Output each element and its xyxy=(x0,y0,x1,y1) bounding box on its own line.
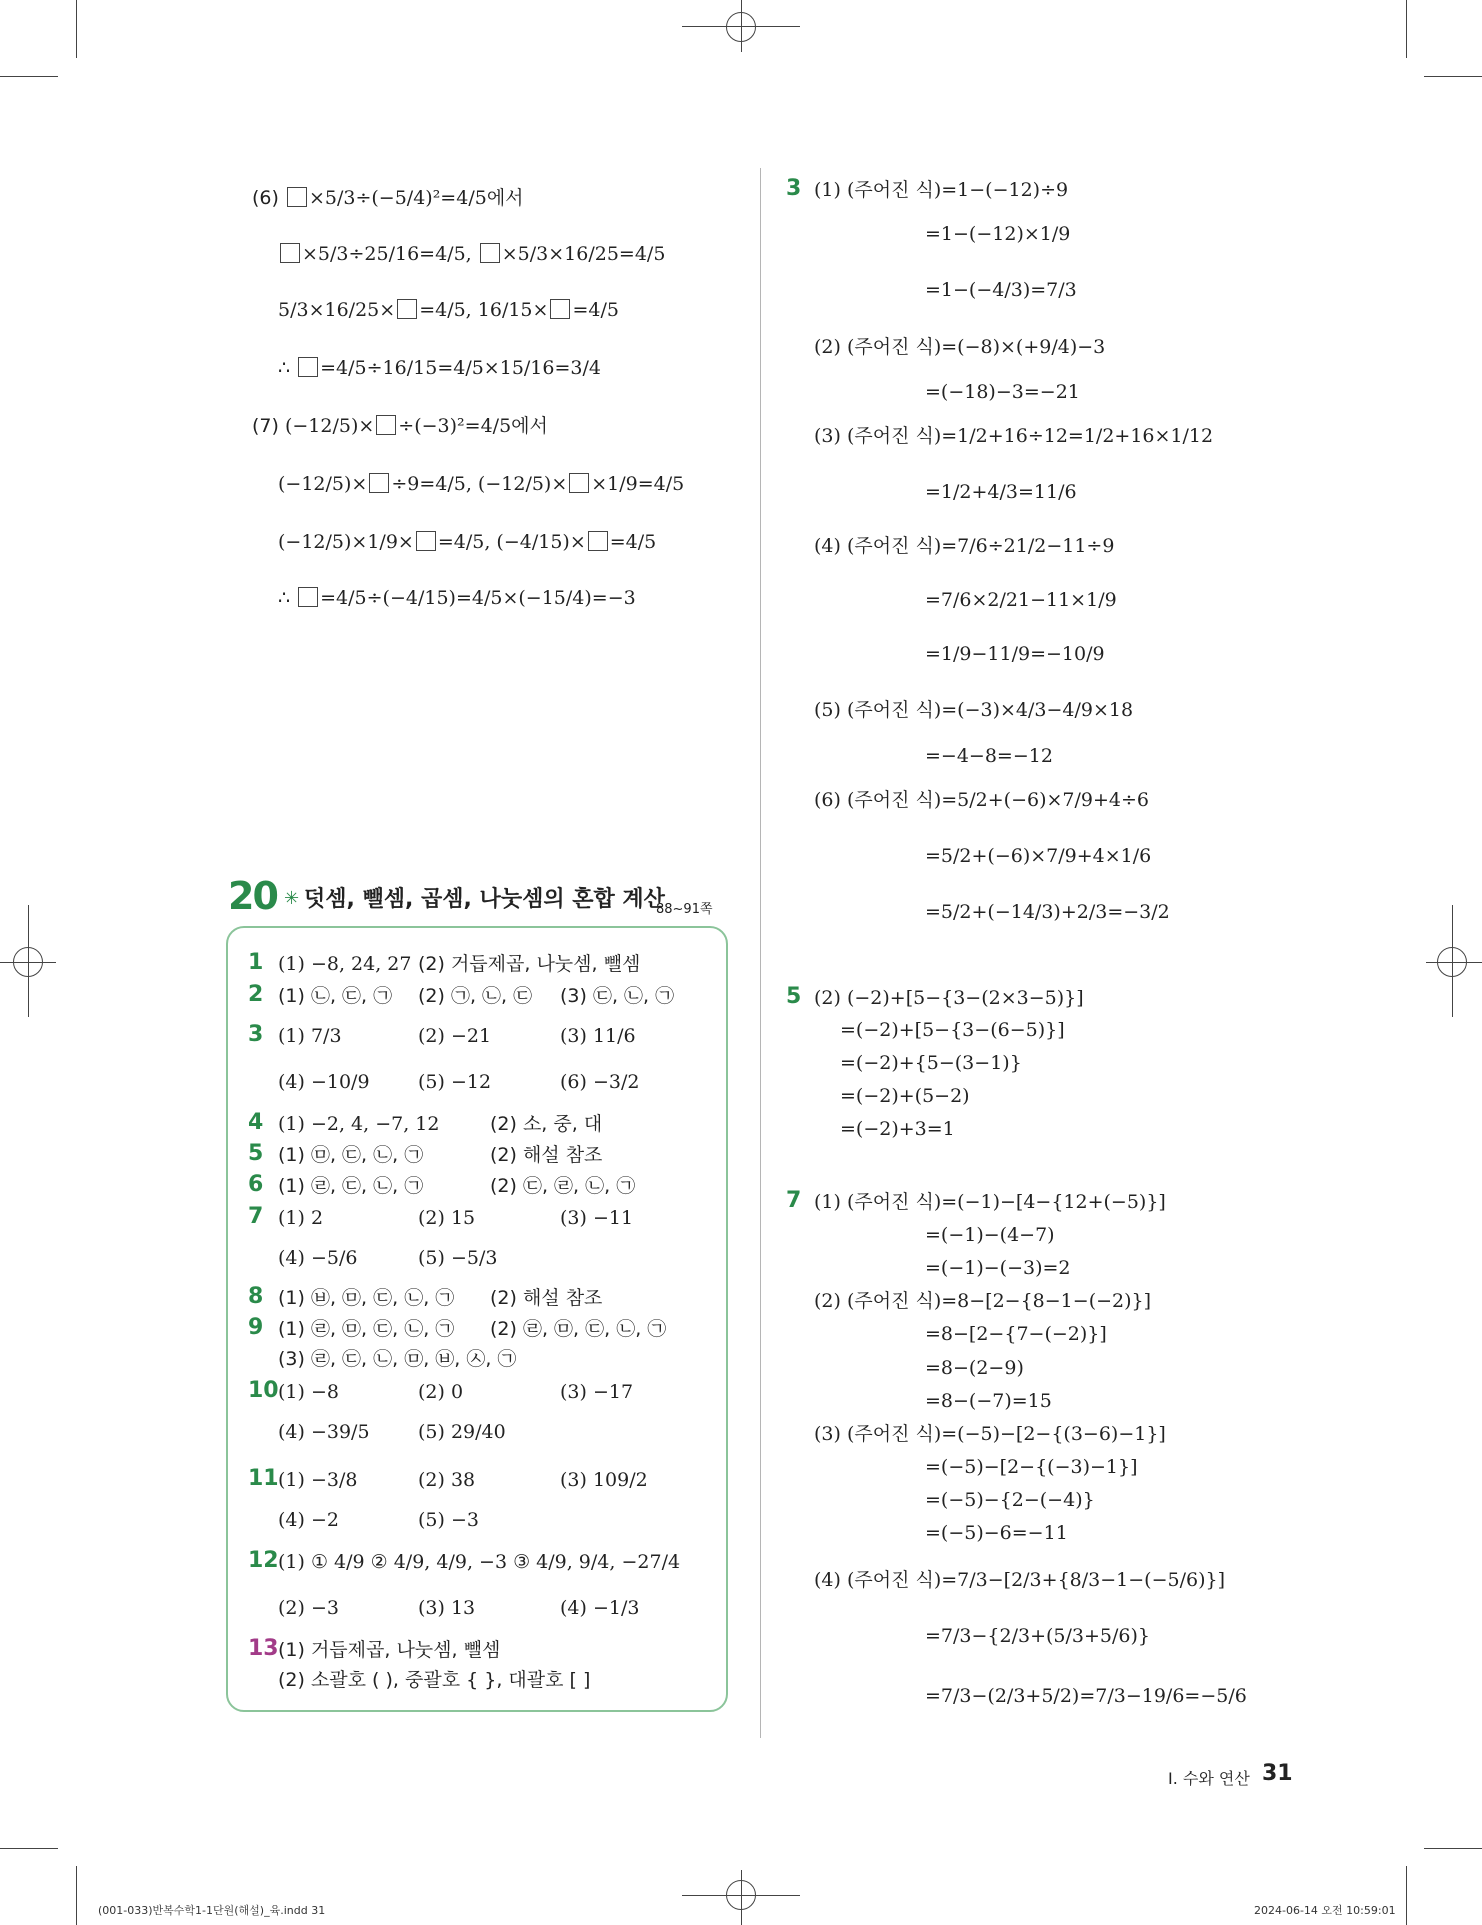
registration-circle xyxy=(13,947,43,977)
registration-circle xyxy=(1437,947,1467,977)
print-file-info: (001-033)반복수학1-1단원(해설)_육.indd 31 xyxy=(98,1904,326,1917)
answer-cell: (3) 11/6 xyxy=(560,1025,636,1047)
solution-line: 5/3×16/25× =4/5, 16/15× =4/5 xyxy=(278,299,619,321)
answer-cell: (1) ㉣, ㉤, ㉢, ㉡, ㉠ xyxy=(278,1318,455,1340)
answer-cell: (2) 해설 참조 xyxy=(490,1287,603,1309)
answer-cell: (1) −8, 24, 27 xyxy=(278,953,412,975)
page-number: 31 xyxy=(1262,1761,1293,1786)
answer-cell: (1) ㉣, ㉢, ㉡, ㉠ xyxy=(278,1175,424,1197)
answer-number: 1 xyxy=(248,950,264,975)
column-divider xyxy=(760,168,761,1738)
solution-line: =7/3−(2/3+5/2)=7/3−19/6=−5/6 xyxy=(925,1685,1247,1707)
answer-cell: (4) −39/5 xyxy=(278,1421,370,1443)
solution-line: =8−(−7)=15 xyxy=(925,1390,1052,1412)
crop-mark xyxy=(0,76,58,77)
answer-cell: (1) −3/8 xyxy=(278,1469,358,1491)
solution-line: =(−2)+3=1 xyxy=(840,1118,955,1140)
crop-mark xyxy=(76,1866,77,1925)
solution-line: (−12/5)× ÷9=4/5, (−12/5)× ×1/9=4/5 xyxy=(278,473,685,495)
solution-line: =1/2+4/3=11/6 xyxy=(925,481,1077,503)
solution-line: =(−1)−(4−7) xyxy=(925,1224,1055,1246)
section-number: 20 xyxy=(228,874,277,918)
answer-cell: (5) −12 xyxy=(418,1071,492,1093)
answer-cell: (2) ㉢, ㉣, ㉡, ㉠ xyxy=(490,1175,636,1197)
solution-line: (−12/5)×1/9× =4/5, (−4/15)× =4/5 xyxy=(278,531,657,553)
answer-number: 6 xyxy=(248,1172,264,1197)
solution-line: =(−2)+(5−2) xyxy=(840,1085,970,1107)
section-title: 덧셈, 뺄셈, 곱셈, 나눗셈의 혼합 계산 xyxy=(304,887,665,912)
solution-line: (2) (주어진 식)=8−[2−{8−1−(−2)}] xyxy=(814,1290,1152,1312)
answer-number: 7 xyxy=(248,1204,264,1229)
solution-line: (3) (주어진 식)=1/2+16÷12=1/2+16×1/12 xyxy=(814,425,1214,447)
solution-line: =7/6×2/21−11×1/9 xyxy=(925,589,1117,611)
answer-cell: (3) ㉢, ㉡, ㉠ xyxy=(560,985,675,1007)
answer-cell: (3) ㉣, ㉢, ㉡, ㉤, ㉥, ㉦, ㉠ xyxy=(278,1348,517,1370)
answer-cell: (1) ㉡, ㉢, ㉠ xyxy=(278,985,393,1007)
answer-cell: (5) −5/3 xyxy=(418,1247,498,1269)
crop-mark xyxy=(1406,1866,1407,1925)
answer-cell: (2) 소괄호 ( ), 중괄호 { }, 대괄호 [ ] xyxy=(278,1669,591,1691)
answer-cell: (1) −8 xyxy=(278,1381,339,1403)
answer-number: 10 xyxy=(248,1378,279,1403)
solution-line: =7/3−{2/3+(5/3+5/6)} xyxy=(925,1625,1150,1647)
solution-line: =1/9−11/9=−10/9 xyxy=(925,643,1105,665)
answer-cell: (2) 해설 참조 xyxy=(490,1144,603,1166)
solution-line: ×5/3÷25/16=4/5, ×5/3×16/25=4/5 xyxy=(278,242,665,266)
answer-number: 2 xyxy=(248,982,264,1007)
answer-cell: (4) −10/9 xyxy=(278,1071,370,1093)
solution-line: (1) (주어진 식)=(−1)−[4−{12+(−5)}] xyxy=(814,1191,1166,1213)
crop-mark xyxy=(1424,76,1482,77)
answer-cell: (6) −3/2 xyxy=(560,1071,640,1093)
solution-line: =1−(−12)×1/9 xyxy=(925,223,1071,245)
solution-line: (2) (−2)+[5−{3−(2×3−5)}] xyxy=(814,987,1084,1009)
solution-line: =(−18)−3=−21 xyxy=(925,381,1080,403)
solution-line: =8−(2−9) xyxy=(925,1357,1024,1379)
answer-cell: (3) −11 xyxy=(560,1207,634,1229)
solution-line: (7) (−12/5)× ÷(−3)²=4/5에서 xyxy=(252,415,548,437)
answer-number: 4 xyxy=(248,1110,264,1135)
answer-cell: (4) −5/6 xyxy=(278,1247,358,1269)
answer-cell: (1) ㉥, ㉤, ㉢, ㉡, ㉠ xyxy=(278,1287,455,1309)
answer-cell: (5) 29/40 xyxy=(418,1421,506,1443)
answer-cell: (2) 소, 중, 대 xyxy=(490,1113,603,1135)
answer-cell: (2) 15 xyxy=(418,1207,476,1229)
crop-mark xyxy=(0,1848,58,1849)
answer-cell: (3) 13 xyxy=(418,1597,476,1619)
answer-cell: (4) −2 xyxy=(278,1509,339,1531)
solution-line: =(−1)−(−3)=2 xyxy=(925,1257,1071,1279)
solution-line: =1−(−4/3)=7/3 xyxy=(925,279,1077,301)
answer-number: 9 xyxy=(248,1315,264,1340)
answer-cell: (2) ㉠, ㉡, ㉢ xyxy=(418,985,533,1007)
solution-line: (6) ×5/3÷(−5/4)²=4/5에서 xyxy=(252,187,524,209)
answer-number: 8 xyxy=(248,1284,264,1309)
answer-cell: (1) −2, 4, −7, 12 xyxy=(278,1113,440,1135)
solution-line: (4) (주어진 식)=7/6÷21/2−11÷9 xyxy=(814,535,1115,557)
answer-cell: (2) −21 xyxy=(418,1025,492,1047)
solution-line: =−4−8=−12 xyxy=(925,745,1053,767)
solution-line: ∴ =4/5÷16/15=4/5×15/16=3/4 xyxy=(278,357,601,379)
solution-line: =(−2)+[5−{3−(6−5)}] xyxy=(840,1019,1065,1041)
crop-mark xyxy=(1406,0,1407,58)
solution-line: (6) (주어진 식)=5/2+(−6)×7/9+4÷6 xyxy=(814,789,1150,811)
print-timestamp: 2024-06-14 오전 10:59:01 xyxy=(1254,1904,1396,1917)
solution-line: (5) (주어진 식)=(−3)×4/3−4/9×18 xyxy=(814,699,1134,721)
solution-line: ∴ =4/5÷(−4/15)=4/5×(−15/4)=−3 xyxy=(278,587,636,609)
solution-line: =(−5)−{2−(−4)} xyxy=(925,1489,1095,1511)
problem-number: 7 xyxy=(786,1188,802,1213)
answer-cell: (1) 2 xyxy=(278,1207,324,1229)
solution-line: (4) (주어진 식)=7/3−[2/3+{8/3−1−(−5/6)}] xyxy=(814,1569,1225,1591)
answer-cell: (2) −3 xyxy=(278,1597,339,1619)
answer-number: 11 xyxy=(248,1466,279,1491)
crop-mark xyxy=(76,0,77,58)
answer-cell: (4) −1/3 xyxy=(560,1597,640,1619)
answer-cell: (2) 38 xyxy=(418,1469,476,1491)
solution-line: =8−[2−{7−(−2)}] xyxy=(925,1323,1107,1345)
solution-line: =(−5)−6=−11 xyxy=(925,1522,1068,1544)
section-star-icon: ✳ xyxy=(284,888,300,909)
answer-cell: (1) 7/3 xyxy=(278,1025,342,1047)
solution-line: (1) (주어진 식)=1−(−12)÷9 xyxy=(814,179,1069,201)
solution-line: (2) (주어진 식)=(−8)×(+9/4)−3 xyxy=(814,336,1106,358)
answer-number: 12 xyxy=(248,1548,279,1573)
solution-line: (3) (주어진 식)=(−5)−[2−{(3−6)−1}] xyxy=(814,1423,1166,1445)
answer-cell: (1) 거듭제곱, 나눗셈, 뺄셈 xyxy=(278,1639,501,1661)
registration-circle xyxy=(726,12,756,42)
answer-number: 13 xyxy=(248,1636,279,1661)
answer-cell: (3) −17 xyxy=(560,1381,634,1403)
answer-cell: (5) −3 xyxy=(418,1509,479,1531)
solution-line: =(−2)+{5−(3−1)} xyxy=(840,1052,1022,1074)
answer-cell: (2) 0 xyxy=(418,1381,464,1403)
answer-cell: (2) 거듭제곱, 나눗셈, 뺄셈 xyxy=(418,953,641,975)
chapter-label: I. 수와 연산 xyxy=(1168,1769,1250,1788)
solution-line: =(−5)−[2−{(−3)−1}] xyxy=(925,1456,1138,1478)
section-pages: 88~91쪽 xyxy=(656,902,713,917)
solution-line: =5/2+(−14/3)+2/3=−3/2 xyxy=(925,901,1170,923)
crop-mark xyxy=(1424,1848,1482,1849)
registration-circle xyxy=(726,1880,756,1910)
answer-cell: (3) 109/2 xyxy=(560,1469,648,1491)
problem-number: 3 xyxy=(786,176,802,201)
answer-cell: (1) ① 4/9 ② 4/9, 4/9, −3 ③ 4/9, 9/4, −27/4 xyxy=(278,1551,681,1573)
answer-number: 3 xyxy=(248,1022,264,1047)
answer-number: 5 xyxy=(248,1141,264,1166)
answer-cell: (2) ㉣, ㉤, ㉢, ㉡, ㉠ xyxy=(490,1318,667,1340)
answer-cell: (1) ㉤, ㉢, ㉡, ㉠ xyxy=(278,1144,424,1166)
problem-number: 5 xyxy=(786,984,802,1009)
solution-line: =5/2+(−6)×7/9+4×1/6 xyxy=(925,845,1152,867)
